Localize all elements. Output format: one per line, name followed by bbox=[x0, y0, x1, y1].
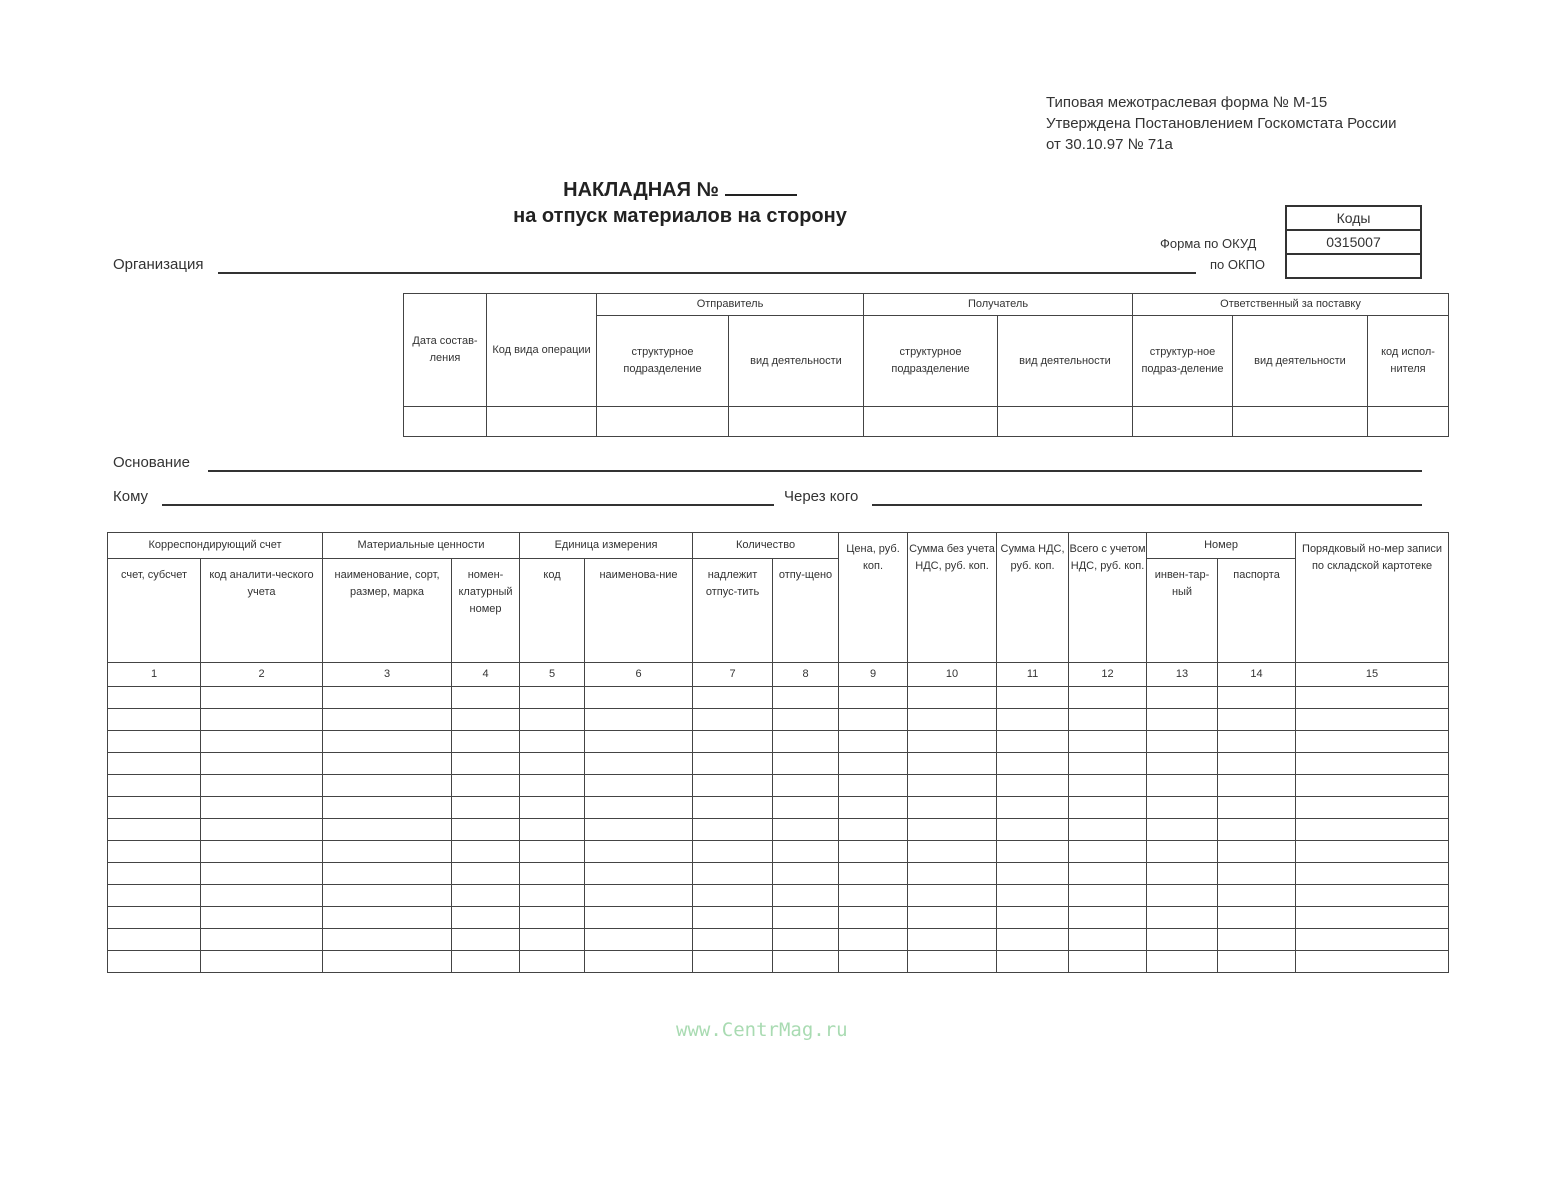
column-number: 11 bbox=[997, 663, 1069, 687]
table-cell[interactable] bbox=[908, 775, 997, 797]
responsible-header: Ответственный за поставку bbox=[1133, 294, 1449, 316]
table-cell[interactable] bbox=[1218, 951, 1296, 973]
table-cell[interactable] bbox=[323, 687, 452, 709]
analytic-code-header: код аналити-ческого учета bbox=[201, 559, 323, 663]
table-row bbox=[108, 841, 1449, 863]
table-cell[interactable] bbox=[839, 819, 908, 841]
table-cell[interactable] bbox=[108, 797, 201, 819]
table-cell[interactable] bbox=[1069, 907, 1147, 929]
table-cell[interactable] bbox=[1069, 929, 1147, 951]
table-cell[interactable] bbox=[1296, 841, 1449, 863]
record-number-header: Порядковый но-мер записи по складской картотеке bbox=[1296, 533, 1449, 663]
table-cell[interactable] bbox=[908, 753, 997, 775]
table-cell[interactable] bbox=[452, 841, 520, 863]
table-cell[interactable] bbox=[201, 819, 323, 841]
table-cell[interactable] bbox=[108, 863, 201, 885]
table-cell[interactable] bbox=[773, 797, 839, 819]
table-cell[interactable] bbox=[452, 797, 520, 819]
table-cell[interactable] bbox=[201, 709, 323, 731]
table-cell[interactable] bbox=[201, 731, 323, 753]
table-cell[interactable] bbox=[520, 863, 585, 885]
table-cell[interactable] bbox=[1296, 797, 1449, 819]
table-cell[interactable] bbox=[1296, 907, 1449, 929]
table-cell[interactable] bbox=[1147, 687, 1218, 709]
table-cell[interactable] bbox=[997, 885, 1069, 907]
watermark: www.CentrMag.ru bbox=[676, 1019, 848, 1041]
column-number: 8 bbox=[773, 663, 839, 687]
okpo-value[interactable] bbox=[1286, 254, 1421, 278]
table-cell[interactable] bbox=[997, 929, 1069, 951]
table-cell[interactable] bbox=[839, 709, 908, 731]
table-cell[interactable] bbox=[908, 841, 997, 863]
table-cell[interactable] bbox=[1218, 797, 1296, 819]
op-code-header: Код вида операции bbox=[487, 294, 597, 407]
table-cell[interactable] bbox=[201, 753, 323, 775]
table-cell[interactable] bbox=[997, 775, 1069, 797]
sender-activity-header: вид деятельности bbox=[729, 316, 864, 407]
total-with-vat-header: Всего с учетом НДС, руб. коп. bbox=[1069, 533, 1147, 663]
table-cell[interactable] bbox=[1296, 775, 1449, 797]
table-cell[interactable] bbox=[693, 775, 773, 797]
main-table bbox=[107, 532, 1449, 973]
table-row bbox=[108, 929, 1449, 951]
table-cell[interactable] bbox=[201, 863, 323, 885]
table-cell[interactable] bbox=[1218, 731, 1296, 753]
table-cell[interactable] bbox=[452, 819, 520, 841]
table-cell[interactable] bbox=[1147, 951, 1218, 973]
unit-group-header: Единица измерения bbox=[520, 533, 693, 559]
table-cell[interactable] bbox=[520, 709, 585, 731]
table-cell[interactable] bbox=[452, 731, 520, 753]
table-cell[interactable] bbox=[1218, 863, 1296, 885]
table-cell[interactable] bbox=[908, 687, 997, 709]
table-cell[interactable] bbox=[201, 687, 323, 709]
table-cell[interactable] bbox=[908, 951, 997, 973]
table-cell[interactable] bbox=[520, 885, 585, 907]
table-cell[interactable] bbox=[452, 863, 520, 885]
table-cell[interactable] bbox=[323, 819, 452, 841]
table-cell[interactable] bbox=[108, 753, 201, 775]
table-cell[interactable] bbox=[520, 819, 585, 841]
table-row bbox=[108, 775, 1449, 797]
table-cell[interactable] bbox=[108, 885, 201, 907]
executor-code-header: код испол-нителя bbox=[1368, 316, 1449, 407]
qty-to-release-header: надлежит отпус-тить bbox=[693, 559, 773, 663]
table-cell[interactable] bbox=[839, 885, 908, 907]
codes-header: Коды bbox=[1286, 206, 1421, 230]
table-cell[interactable] bbox=[1069, 731, 1147, 753]
table-cell[interactable] bbox=[693, 731, 773, 753]
table-cell[interactable] bbox=[452, 687, 520, 709]
table-cell[interactable] bbox=[908, 907, 997, 929]
table-cell[interactable] bbox=[1296, 731, 1449, 753]
table-cell[interactable] bbox=[773, 775, 839, 797]
table-cell[interactable] bbox=[1069, 797, 1147, 819]
table-cell[interactable] bbox=[1069, 863, 1147, 885]
table-cell[interactable] bbox=[452, 929, 520, 951]
table-cell[interactable] bbox=[108, 819, 201, 841]
column-number: 7 bbox=[693, 663, 773, 687]
table-cell[interactable] bbox=[201, 885, 323, 907]
table-cell[interactable] bbox=[693, 819, 773, 841]
table-cell[interactable] bbox=[1069, 819, 1147, 841]
table-cell[interactable] bbox=[839, 687, 908, 709]
table-cell[interactable] bbox=[108, 709, 201, 731]
table-row bbox=[108, 731, 1449, 753]
table-cell[interactable] bbox=[1296, 885, 1449, 907]
table-cell[interactable] bbox=[1218, 819, 1296, 841]
table-row bbox=[108, 753, 1449, 775]
table-cell[interactable] bbox=[108, 929, 201, 951]
table-cell[interactable] bbox=[908, 863, 997, 885]
account-group-header: Корреспондирующий счет bbox=[108, 533, 323, 559]
table-cell[interactable] bbox=[997, 841, 1069, 863]
table-cell[interactable] bbox=[839, 907, 908, 929]
passport-number-header: паспорта bbox=[1218, 559, 1296, 663]
date-header: Дата состав-ления bbox=[404, 294, 487, 407]
table-cell[interactable] bbox=[839, 797, 908, 819]
table-cell[interactable] bbox=[908, 819, 997, 841]
table-cell[interactable] bbox=[520, 731, 585, 753]
table-cell[interactable] bbox=[839, 863, 908, 885]
table-cell[interactable] bbox=[585, 709, 693, 731]
table-cell[interactable] bbox=[585, 929, 693, 951]
table-cell[interactable] bbox=[1147, 797, 1218, 819]
table-cell[interactable] bbox=[201, 951, 323, 973]
form-note-line2: Утверждена Постановлением Госкомстата России bbox=[1046, 115, 1397, 132]
table-cell[interactable] bbox=[1147, 775, 1218, 797]
table-cell[interactable] bbox=[323, 731, 452, 753]
table-cell[interactable] bbox=[323, 775, 452, 797]
basis-label: Основание bbox=[113, 454, 190, 471]
table-cell[interactable] bbox=[1147, 885, 1218, 907]
table-cell[interactable] bbox=[1296, 863, 1449, 885]
recipient-struct-header: структурное подразделение bbox=[864, 316, 998, 407]
table-cell[interactable] bbox=[452, 709, 520, 731]
table-cell[interactable] bbox=[693, 929, 773, 951]
table-cell[interactable] bbox=[108, 907, 201, 929]
table-cell[interactable] bbox=[323, 951, 452, 973]
table-cell[interactable] bbox=[585, 819, 693, 841]
column-number: 12 bbox=[1069, 663, 1147, 687]
table-cell[interactable] bbox=[693, 907, 773, 929]
sender-struct-header: структурное подразделение bbox=[597, 316, 729, 407]
column-number: 3 bbox=[323, 663, 452, 687]
invoice-number-blank[interactable] bbox=[725, 178, 797, 196]
table-cell[interactable] bbox=[520, 775, 585, 797]
table-cell[interactable] bbox=[839, 929, 908, 951]
table-row bbox=[108, 819, 1449, 841]
table-cell[interactable] bbox=[693, 951, 773, 973]
table-cell[interactable] bbox=[1296, 819, 1449, 841]
column-number: 10 bbox=[908, 663, 997, 687]
table-cell[interactable] bbox=[773, 907, 839, 929]
nomenclature-number-header: номен-клатурный номер bbox=[452, 559, 520, 663]
table-cell[interactable] bbox=[1296, 753, 1449, 775]
table-cell[interactable] bbox=[1147, 863, 1218, 885]
qty-released-header: отпу-щено bbox=[773, 559, 839, 663]
table-cell[interactable] bbox=[520, 929, 585, 951]
sender-header: Отправитель bbox=[597, 294, 864, 316]
table-cell[interactable] bbox=[997, 863, 1069, 885]
table-row bbox=[108, 797, 1449, 819]
okud-value[interactable]: 0315007 bbox=[1286, 230, 1421, 254]
vat-sum-header: Сумма НДС, руб. коп. bbox=[997, 533, 1069, 663]
table-cell[interactable] bbox=[908, 731, 997, 753]
top-table-value-row bbox=[404, 407, 1449, 437]
table-cell[interactable] bbox=[520, 841, 585, 863]
table-cell[interactable] bbox=[1296, 709, 1449, 731]
through-whom-field[interactable] bbox=[872, 504, 1422, 506]
table-cell[interactable] bbox=[1218, 907, 1296, 929]
table-cell[interactable] bbox=[1147, 907, 1218, 929]
number-group-header: Номер bbox=[1147, 533, 1296, 559]
table-cell[interactable] bbox=[908, 797, 997, 819]
to-whom-field[interactable] bbox=[162, 504, 774, 506]
through-whom-label: Через кого bbox=[784, 488, 859, 505]
table-cell[interactable] bbox=[997, 951, 1069, 973]
table-cell[interactable] bbox=[693, 687, 773, 709]
table-cell[interactable] bbox=[201, 775, 323, 797]
empty-rows bbox=[108, 687, 1449, 973]
table-cell[interactable] bbox=[585, 907, 693, 929]
table-cell[interactable] bbox=[997, 797, 1069, 819]
table-cell[interactable] bbox=[1218, 775, 1296, 797]
table-cell[interactable] bbox=[773, 929, 839, 951]
responsible-activity-header: вид деятельности bbox=[1233, 316, 1368, 407]
table-cell[interactable] bbox=[201, 907, 323, 929]
table-cell[interactable] bbox=[520, 951, 585, 973]
recipient-header: Получатель bbox=[864, 294, 1133, 316]
table-cell[interactable] bbox=[1069, 753, 1147, 775]
table-cell[interactable] bbox=[1296, 687, 1449, 709]
table-cell[interactable] bbox=[323, 797, 452, 819]
price-header: Цена, руб. коп. bbox=[839, 533, 908, 663]
table-cell[interactable] bbox=[908, 929, 997, 951]
table-cell[interactable] bbox=[1147, 753, 1218, 775]
table-cell[interactable] bbox=[108, 731, 201, 753]
table-cell[interactable] bbox=[585, 841, 693, 863]
table-cell[interactable] bbox=[997, 907, 1069, 929]
codes-table bbox=[1285, 205, 1422, 279]
table-cell[interactable] bbox=[693, 797, 773, 819]
table-cell[interactable] bbox=[1069, 687, 1147, 709]
table-cell[interactable] bbox=[997, 687, 1069, 709]
table-cell[interactable] bbox=[1147, 731, 1218, 753]
table-cell[interactable] bbox=[693, 863, 773, 885]
table-cell[interactable] bbox=[773, 819, 839, 841]
table-cell[interactable] bbox=[1218, 753, 1296, 775]
table-cell[interactable] bbox=[773, 709, 839, 731]
table-cell[interactable] bbox=[323, 863, 452, 885]
table-cell[interactable] bbox=[839, 951, 908, 973]
table-cell[interactable] bbox=[1069, 885, 1147, 907]
table-cell[interactable] bbox=[1296, 929, 1449, 951]
organization-label: Организация bbox=[113, 256, 204, 273]
document-subtitle: на отпуск материалов на сторону bbox=[513, 205, 847, 227]
column-number: 5 bbox=[520, 663, 585, 687]
column-number: 9 bbox=[839, 663, 908, 687]
table-cell[interactable] bbox=[773, 951, 839, 973]
okpo-label: по ОКПО bbox=[1210, 257, 1266, 272]
table-cell[interactable] bbox=[1147, 841, 1218, 863]
table-cell[interactable] bbox=[585, 863, 693, 885]
table-cell[interactable] bbox=[997, 731, 1069, 753]
table-cell[interactable] bbox=[1218, 687, 1296, 709]
table-cell[interactable] bbox=[1218, 885, 1296, 907]
column-number: 2 bbox=[201, 663, 323, 687]
to-whom-label: Кому bbox=[113, 488, 149, 505]
table-cell[interactable] bbox=[520, 907, 585, 929]
form-note bbox=[1046, 92, 1397, 155]
material-name-header: наименование, сорт, размер, марка bbox=[323, 559, 452, 663]
table-cell[interactable] bbox=[997, 753, 1069, 775]
table-cell[interactable] bbox=[520, 687, 585, 709]
top-table bbox=[403, 293, 1449, 437]
table-cell[interactable] bbox=[997, 819, 1069, 841]
table-cell[interactable] bbox=[585, 797, 693, 819]
table-row bbox=[108, 709, 1449, 731]
recipient-activity-header: вид деятельности bbox=[998, 316, 1133, 407]
unit-name-header: наименова-ние bbox=[585, 559, 693, 663]
table-cell[interactable] bbox=[1218, 841, 1296, 863]
table-cell[interactable] bbox=[693, 753, 773, 775]
table-cell[interactable] bbox=[997, 709, 1069, 731]
table-cell[interactable] bbox=[323, 841, 452, 863]
responsible-struct-header: структур-ное подраз-деление bbox=[1133, 316, 1233, 407]
table-cell[interactable] bbox=[773, 885, 839, 907]
basis-field[interactable] bbox=[208, 470, 1422, 472]
table-cell[interactable] bbox=[201, 841, 323, 863]
table-cell[interactable] bbox=[1147, 709, 1218, 731]
table-cell[interactable] bbox=[839, 731, 908, 753]
table-row bbox=[108, 951, 1449, 973]
table-cell[interactable] bbox=[520, 753, 585, 775]
table-cell[interactable] bbox=[773, 863, 839, 885]
table-cell[interactable] bbox=[773, 753, 839, 775]
table-cell[interactable] bbox=[585, 731, 693, 753]
table-cell[interactable] bbox=[693, 841, 773, 863]
table-cell[interactable] bbox=[839, 775, 908, 797]
table-cell[interactable] bbox=[585, 951, 693, 973]
column-number: 13 bbox=[1147, 663, 1218, 687]
table-cell[interactable] bbox=[108, 951, 201, 973]
table-cell[interactable] bbox=[1069, 775, 1147, 797]
table-cell[interactable] bbox=[1069, 951, 1147, 973]
account-subaccount-header: счет, субсчет bbox=[108, 559, 201, 663]
column-number-row bbox=[108, 663, 1449, 687]
table-row bbox=[108, 885, 1449, 907]
table-cell[interactable] bbox=[839, 753, 908, 775]
table-cell[interactable] bbox=[452, 753, 520, 775]
table-cell[interactable] bbox=[585, 687, 693, 709]
table-cell[interactable] bbox=[201, 929, 323, 951]
table-cell[interactable] bbox=[585, 885, 693, 907]
table-cell[interactable] bbox=[908, 885, 997, 907]
table-cell[interactable] bbox=[323, 929, 452, 951]
sum-without-vat-header: Сумма без учета НДС, руб. коп. bbox=[908, 533, 997, 663]
table-cell[interactable] bbox=[773, 687, 839, 709]
organization-field[interactable] bbox=[218, 272, 1196, 274]
table-cell[interactable] bbox=[452, 885, 520, 907]
table-cell[interactable] bbox=[1069, 841, 1147, 863]
table-cell[interactable] bbox=[1296, 951, 1449, 973]
table-cell[interactable] bbox=[323, 885, 452, 907]
table-cell[interactable] bbox=[773, 731, 839, 753]
quantity-group-header: Количество bbox=[693, 533, 839, 559]
table-cell[interactable] bbox=[693, 709, 773, 731]
table-cell[interactable] bbox=[693, 885, 773, 907]
table-cell[interactable] bbox=[1218, 709, 1296, 731]
values-group-header: Материальные ценности bbox=[323, 533, 520, 559]
form-note-line1: Типовая межотраслевая форма № М-15 bbox=[1046, 94, 1328, 111]
table-cell[interactable] bbox=[323, 753, 452, 775]
unit-code-header: код bbox=[520, 559, 585, 663]
table-cell[interactable] bbox=[773, 841, 839, 863]
form-note-line3: от 30.10.97 № 71а bbox=[1046, 136, 1173, 153]
table-row bbox=[108, 863, 1449, 885]
table-cell[interactable] bbox=[108, 687, 201, 709]
column-number: 14 bbox=[1218, 663, 1296, 687]
table-cell[interactable] bbox=[1147, 929, 1218, 951]
table-cell[interactable] bbox=[1069, 709, 1147, 731]
table-cell[interactable] bbox=[323, 907, 452, 929]
inventory-number-header: инвен-тар-ный bbox=[1147, 559, 1218, 663]
table-cell[interactable] bbox=[908, 709, 997, 731]
table-row bbox=[108, 907, 1449, 929]
table-cell[interactable] bbox=[1218, 929, 1296, 951]
table-cell[interactable] bbox=[452, 775, 520, 797]
table-cell[interactable] bbox=[201, 797, 323, 819]
table-cell[interactable] bbox=[839, 841, 908, 863]
table-cell[interactable] bbox=[520, 797, 585, 819]
table-cell[interactable] bbox=[323, 709, 452, 731]
table-cell[interactable] bbox=[452, 951, 520, 973]
column-number: 15 bbox=[1296, 663, 1449, 687]
column-number: 6 bbox=[585, 663, 693, 687]
okud-label: Форма по ОКУД bbox=[1160, 236, 1257, 251]
table-cell[interactable] bbox=[1147, 819, 1218, 841]
table-cell[interactable] bbox=[108, 775, 201, 797]
table-cell[interactable] bbox=[585, 753, 693, 775]
table-cell[interactable] bbox=[452, 907, 520, 929]
column-number: 1 bbox=[108, 663, 201, 687]
column-number: 4 bbox=[452, 663, 520, 687]
table-row bbox=[108, 687, 1449, 709]
document-title: НАКЛАДНАЯ № bbox=[430, 178, 930, 202]
table-cell[interactable] bbox=[585, 775, 693, 797]
table-cell[interactable] bbox=[108, 841, 201, 863]
